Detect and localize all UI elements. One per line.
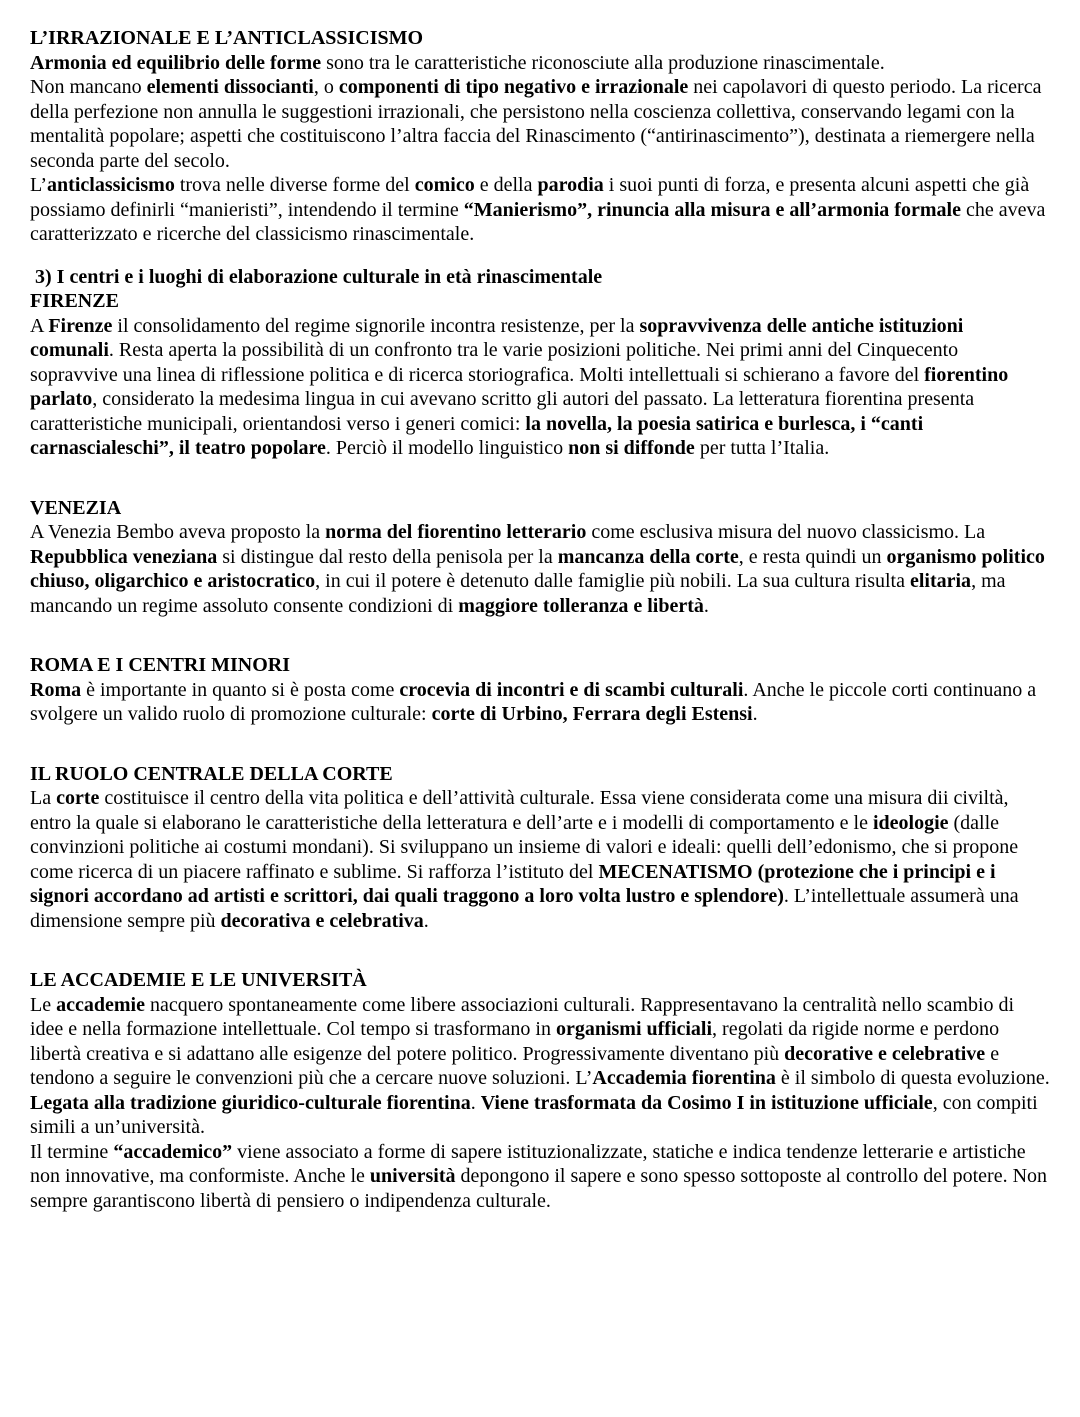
text-run: .: [703, 594, 709, 617]
section: [30, 762, 1050, 934]
paragraph: [30, 75, 1050, 173]
paragraph: [30, 786, 1050, 933]
section-heading: ROMA E I CENTRI MINORI: [30, 654, 291, 676]
text-run: costituisce il centro della vita politica e dell’attività culturale. Essa viene considerata come una misura dii civiltà, entro la quale si elaborano le caratteristiche della letteratura e dell’arte e i modelli di comportamento e le: [30, 787, 1009, 834]
bold-run: la novella, la poesia satirica e burlesca, i “canti carnascialeschi”, il teatro popolare: [30, 412, 924, 459]
bold-run: Firenze: [48, 314, 113, 337]
bold-run: sopravvivenza delle antiche istituzioni comunali: [30, 314, 964, 361]
text-run: .: [423, 909, 429, 932]
text-run: nacquero spontaneamente come libere associazioni culturali. Rappresentavano la centralità nello scambio di idee e nella formazione intellettuale. Col tempo si trasformano in: [30, 993, 1015, 1040]
text-run: Il termine: [30, 1140, 114, 1163]
paragraph: [30, 51, 1050, 76]
text-run: . Resta aperta la possibilità di un confronto tra le varie posizioni politiche. Nei primi anni del Cinquecento sopravvive una linea di riflessione politica e di ricerca storiografica. Molti intellettuali si schierano a favore del: [30, 339, 959, 386]
paragraph: [30, 1140, 1050, 1214]
text-run: , con compiti simili a un’università.: [30, 1091, 1038, 1138]
section-heading: FIRENZE: [30, 290, 119, 312]
section-heading: L’IRRAZIONALE E L’ANTICLASSICISMO: [30, 27, 424, 49]
section-heading: VENEZIA: [30, 496, 122, 519]
paragraph: [30, 678, 1050, 727]
bold-run: organismo politico chiuso, oligarchico e aristocratico: [30, 545, 1045, 592]
bold-run: ideologie: [872, 811, 949, 834]
text-run: sono tra le caratteristiche riconosciute alla produzione rinascimentale.: [321, 51, 885, 74]
text-run: nei capolavori di questo periodo. La ricerca della perfezione non annulla le suggestioni irrazionali, che persistono nella coscienza collettiva, conservando legami con la mentalità popolare; aspetti che costituiscono l’altra faccia del Rinascimento (“antirinascimento”), destinata a riemergere nella seconda parte del secolo.: [30, 76, 1042, 172]
bold-run: corte di Urbino, Ferrara degli Estensi: [431, 703, 753, 725]
bold-run: decorative e celebrative: [784, 1042, 986, 1065]
text-run: (dalle convinzioni politiche ai costumi mondani). Si sviluppano un insieme di valori e ideali: quelli dell’edonismo, che si propone come ricerca di un piacere raffinato e sublime. Si rafforza l’istituto del: [30, 811, 1019, 883]
text-run: .: [470, 1091, 481, 1114]
text-run: depongono il sapere e sono spesso sottoposte al controllo del potere. Non sempre garantiscono libertà di pensiero o indipendenza culturale.: [30, 1165, 1048, 1212]
paragraph: [30, 520, 1050, 618]
text-run: i suoi punti di forza, e presenta alcuni aspetti che già possiamo definirli “manieristi”, intendendo il termine: [30, 174, 1030, 221]
text-run: A: [30, 314, 49, 337]
section-heading: LE ACCADEMIE E LE UNIVERSITÀ: [30, 969, 367, 991]
text-run: trova nelle diverse forme del: [174, 174, 415, 196]
bold-run: Viene trasformata da Cosimo I in istituzione ufficiale: [480, 1091, 933, 1114]
bold-run: Repubblica veneziana: [30, 545, 218, 568]
text-run: è il simbolo di questa evoluzione.: [775, 1067, 1050, 1089]
bold-run: norma del fiorentino letterario: [325, 521, 587, 543]
text-run: che aveva caratterizzato e ricerche del classicismo rinascimentale.: [30, 198, 1046, 245]
bold-run: comico: [414, 174, 475, 196]
bold-run: non si diffonde: [568, 437, 695, 459]
text-run: , considerato la medesima lingua in cui avevano scritto gli autori del passato. La letteratura fiorentina presenta caratteristiche municipali, orientandosi verso i generi comici:: [30, 388, 975, 435]
bold-run: anticlassicismo: [47, 174, 175, 196]
text-run: . Anche le piccole corti continuano a svolgere un valido ruolo di promozione culturale:: [30, 678, 1037, 725]
section: [30, 265, 1050, 461]
bold-run: università: [369, 1165, 456, 1187]
text-run: . Perciò il modello linguistico: [325, 437, 569, 459]
bold-run: componenti di tipo negativo e irrazionale: [338, 76, 689, 98]
bold-run: decorativa e celebrativa: [220, 909, 424, 932]
text-run: e tendono a seguire le convenzioni più che a cercare nuove soluzioni. L’: [30, 1042, 1000, 1089]
paragraph: [30, 314, 1050, 461]
bold-run: elitaria: [909, 570, 972, 592]
bold-run: accademie: [56, 993, 145, 1016]
text-run: e della: [474, 174, 538, 196]
bold-run: Accademia fiorentina: [592, 1067, 776, 1089]
text-run: .: [752, 703, 758, 725]
text-run: , in cui il potere è detenuto dalle famiglie più nobili. La sua cultura risulta: [315, 570, 910, 592]
section: [30, 968, 1050, 1213]
bold-run: parodia: [537, 174, 604, 196]
bold-run: Armonia ed equilibrio delle forme: [30, 51, 322, 74]
bold-run: “accademico”: [113, 1140, 233, 1163]
paragraph: [30, 993, 1050, 1140]
text-run: , ma mancando un regime assoluto consente condizioni di: [30, 570, 1006, 617]
text-run: come esclusiva misura del nuovo classicismo. La: [586, 521, 986, 543]
text-run: il consolidamento del regime signorile incontra resistenze, per la: [112, 314, 640, 337]
bold-run: “Manierismo”, rinuncia alla misura e all’armonia formale: [463, 198, 961, 221]
bold-run: Roma: [30, 678, 82, 701]
text-run: viene associato a forme di sapere istituzionalizzate, statiche e indica tendenze letterarie e artistiche non innovative, ma conformiste. Anche le: [30, 1140, 1026, 1187]
text-run: La: [30, 787, 57, 809]
text-run: Non mancano: [30, 76, 147, 98]
bold-run: elementi dissocianti: [146, 76, 314, 98]
bold-run: corte: [56, 787, 100, 809]
section-heading: IL RUOLO CENTRALE DELLA CORTE: [30, 762, 393, 785]
text-run: A Venezia Bembo aveva proposto la: [30, 521, 326, 543]
paragraph: [30, 173, 1050, 247]
bold-run: mancanza della corte: [557, 545, 739, 568]
section: [30, 26, 1050, 247]
text-run: , regolati da rigide norme e perdono libertà creativa e si adattano alle esigenze del potere politico. Progressivamente diventano più: [30, 1018, 1000, 1065]
section: [30, 496, 1050, 619]
text-run: , o: [313, 76, 339, 98]
bold-run: MECENATISMO (protezione che i principi e i signori accordano ad artisti e scrittori, dai quali traggono a loro volta lustro e splendore): [30, 860, 996, 907]
section-heading: 3) I centri e i luoghi di elaborazione culturale in età rinascimentale: [30, 265, 603, 288]
text-run: . L’intellettuale assumerà una dimensione sempre più: [30, 885, 1019, 932]
text-run: per tutta l’Italia.: [694, 437, 830, 459]
text-run: è importante in quanto si è posta come: [81, 678, 400, 701]
section: [30, 653, 1050, 727]
bold-run: organismi ufficiali: [555, 1018, 713, 1040]
bold-run: Legata alla tradizione giuridico-culturale fiorentina: [30, 1091, 471, 1114]
bold-run: maggiore tolleranza e libertà: [458, 594, 704, 617]
text-run: Le: [30, 993, 57, 1016]
bold-run: fiorentino parlato: [30, 363, 1009, 410]
text-run: , e resta quindi un: [738, 545, 887, 568]
text-run: si distingue dal resto della penisola per la: [217, 545, 558, 568]
bold-run: crocevia di incontri e di scambi culturali: [399, 678, 744, 701]
text-run: L’: [30, 174, 48, 196]
